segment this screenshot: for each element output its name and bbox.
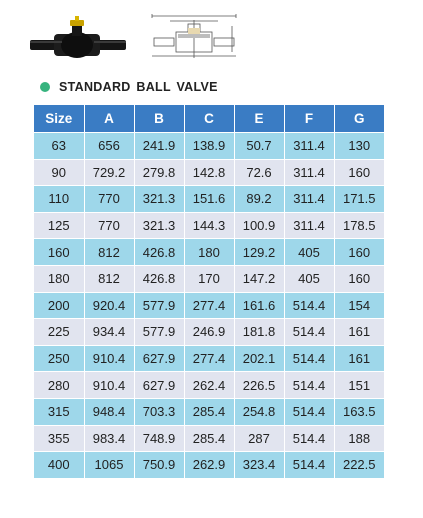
- table-cell: 405: [284, 265, 334, 292]
- table-row: [34, 372, 384, 399]
- table-cell: 200: [34, 292, 84, 319]
- table-cell: 426.8: [134, 265, 184, 292]
- table-row: [34, 319, 384, 346]
- table-row: [34, 212, 384, 239]
- table-cell: 577.9: [134, 292, 184, 319]
- table-cell: 129.2: [234, 239, 284, 266]
- table-cell: 202.1: [234, 345, 284, 372]
- table-cell: 1065: [84, 452, 134, 478]
- table-cell: 222.5: [334, 452, 384, 478]
- table-cell: 110: [34, 186, 84, 213]
- table-cell: 188: [334, 425, 384, 452]
- table-cell: 514.4: [284, 452, 334, 478]
- table-row: [34, 186, 384, 213]
- table-cell: 405: [284, 239, 334, 266]
- table-cell: 426.8: [134, 239, 184, 266]
- table-cell: 285.4: [184, 425, 234, 452]
- table-cell: 311.4: [284, 133, 334, 160]
- table-cell: 225: [34, 319, 84, 346]
- column-header: A: [84, 105, 134, 133]
- table-cell: 125: [34, 212, 84, 239]
- table-cell: 770: [84, 186, 134, 213]
- table-cell: 90: [34, 159, 84, 186]
- table-cell: 770: [84, 212, 134, 239]
- table-cell: 910.4: [84, 372, 134, 399]
- column-header: G: [334, 105, 384, 133]
- table-cell: 178.5: [334, 212, 384, 239]
- table-cell: 277.4: [184, 345, 234, 372]
- table-cell: 50.7: [234, 133, 284, 160]
- table-row: [34, 292, 384, 319]
- table-cell: 812: [84, 265, 134, 292]
- table-cell: 161: [334, 345, 384, 372]
- table-row: [34, 133, 384, 160]
- table-cell: 321.3: [134, 186, 184, 213]
- table-cell: 160: [334, 265, 384, 292]
- column-header: E: [234, 105, 284, 133]
- column-header: B: [134, 105, 184, 133]
- table-row: [34, 239, 384, 266]
- table-cell: 142.8: [184, 159, 234, 186]
- table-cell: 171.5: [334, 186, 384, 213]
- table-cell: 226.5: [234, 372, 284, 399]
- section-heading: [40, 78, 218, 96]
- table-cell: 180: [184, 239, 234, 266]
- table-cell: 321.3: [134, 212, 184, 239]
- table-cell: 279.8: [134, 159, 184, 186]
- table-cell: 910.4: [84, 345, 134, 372]
- table-cell: 160: [34, 239, 84, 266]
- table-cell: 254.8: [234, 398, 284, 425]
- ball-valve-photo: [28, 12, 128, 64]
- table-cell: 241.9: [134, 133, 184, 160]
- table-cell: 262.4: [184, 372, 234, 399]
- dimension-drawing: [148, 12, 240, 62]
- column-header: F: [284, 105, 334, 133]
- bullet-icon: [40, 82, 50, 92]
- table-cell: 311.4: [284, 159, 334, 186]
- table-cell: 151.6: [184, 186, 234, 213]
- table-cell: 151: [334, 372, 384, 399]
- table-cell: 262.9: [184, 452, 234, 478]
- table-cell: 160: [334, 159, 384, 186]
- table-cell: 154: [334, 292, 384, 319]
- table-cell: 514.4: [284, 398, 334, 425]
- table-cell: 63: [34, 133, 84, 160]
- table-row: [34, 425, 384, 452]
- table-cell: 89.2: [234, 186, 284, 213]
- table-cell: 180: [34, 265, 84, 292]
- table-cell: 750.9: [134, 452, 184, 478]
- table-cell: 181.8: [234, 319, 284, 346]
- table-cell: 287: [234, 425, 284, 452]
- table-cell: 311.4: [284, 186, 334, 213]
- table-cell: 400: [34, 452, 84, 478]
- table-cell: 627.9: [134, 345, 184, 372]
- table-cell: 514.4: [284, 372, 334, 399]
- table-cell: 983.4: [84, 425, 134, 452]
- table-cell: 656: [84, 133, 134, 160]
- table-cell: 355: [34, 425, 84, 452]
- table-cell: 144.3: [184, 212, 234, 239]
- table-cell: 920.4: [84, 292, 134, 319]
- table-cell: 147.2: [234, 265, 284, 292]
- table-cell: 161: [334, 319, 384, 346]
- column-header: Size: [34, 105, 84, 133]
- table-cell: 277.4: [184, 292, 234, 319]
- table-row: [34, 159, 384, 186]
- table-cell: 514.4: [284, 319, 334, 346]
- table-cell: 130: [334, 133, 384, 160]
- table-cell: 163.5: [334, 398, 384, 425]
- table-row: [34, 452, 384, 478]
- table-cell: 250: [34, 345, 84, 372]
- table-cell: 577.9: [134, 319, 184, 346]
- table-cell: 748.9: [134, 425, 184, 452]
- table-header-row: [34, 105, 384, 133]
- table-cell: 246.9: [184, 319, 234, 346]
- table-cell: 514.4: [284, 425, 334, 452]
- table-cell: 100.9: [234, 212, 284, 239]
- table-cell: 138.9: [184, 133, 234, 160]
- table-row: [34, 398, 384, 425]
- table-cell: 323.4: [234, 452, 284, 478]
- table-cell: 514.4: [284, 345, 334, 372]
- table-cell: 934.4: [84, 319, 134, 346]
- column-header: C: [184, 105, 234, 133]
- table-cell: 285.4: [184, 398, 234, 425]
- table-cell: 812: [84, 239, 134, 266]
- table-cell: 703.3: [134, 398, 184, 425]
- table-cell: 160: [334, 239, 384, 266]
- table-cell: 729.2: [84, 159, 134, 186]
- table-cell: 627.9: [134, 372, 184, 399]
- table-row: [34, 345, 384, 372]
- heading-text: STANDARD BALL VALVE: [59, 80, 218, 94]
- table-cell: 161.6: [234, 292, 284, 319]
- table-cell: 948.4: [84, 398, 134, 425]
- table-cell: 315: [34, 398, 84, 425]
- table-cell: 311.4: [284, 212, 334, 239]
- table-cell: 280: [34, 372, 84, 399]
- table-cell: 72.6: [234, 159, 284, 186]
- spec-table: [34, 105, 384, 478]
- table-row: [34, 265, 384, 292]
- table-cell: 514.4: [284, 292, 334, 319]
- table-cell: 170: [184, 265, 234, 292]
